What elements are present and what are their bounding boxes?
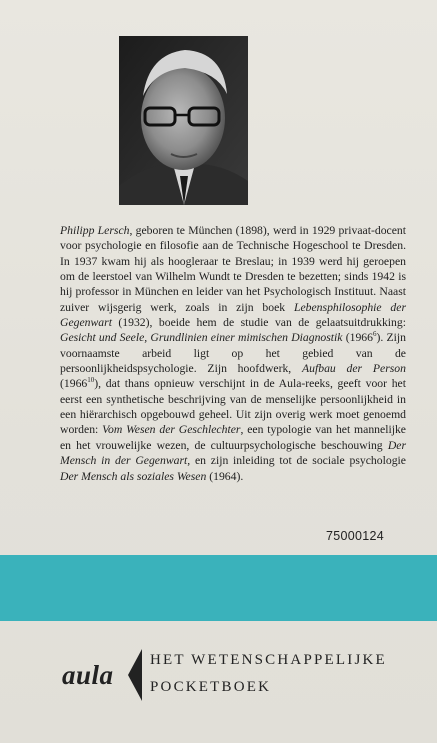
author-biography bbox=[60, 223, 406, 484]
color-band bbox=[0, 555, 437, 621]
book-title: Gesicht und Seele, Grundlinien einer mimischen Diagnostik bbox=[60, 331, 343, 345]
series-title-line-1: HET WETENSCHAPPELIJKE bbox=[150, 652, 387, 668]
biography-paragraph: Philipp Lersch, geboren te München (1898), werd in 1929 privaat-docent voor psychologie en filosofie aan de Technische Hogeschool te Dresden. In 1937 kwam hij als hoogleraar te Breslau; in 1939 werd hij geroepen om de leerstoel van Wilhelm Wundt te Dresden te bezetten; sinds 1942 is hij professor in München en leider van het Psychologisch Instituut. Naast zuiver wijsgerig werk, zoals in zijn boek Lebensphilosophie der Gegenwart (1932), boeide hem de studie van de gelaatsuitdrukking: Gesicht und Seele, Grundlinien einer mimischen Diagnostik (1966$^6$). Zijn voornaamste arbeid ligt op het gebied van de persoonlijkheidspsychologie. Zijn hoofdwerk, Aufbau der Person (1966$^{10}$), dat thans opnieuw verschijnt in de Aula-reeks, geeft voor het eerst een synthetische beschrijving van de menselijke persoonlijkheid in een hiërarchisch opgebouwd geheel. Uit zijn overig werk moet genoemd worden: Vom Wesen der Geschlechter, een typologie van het mannelijke en het vrouwelijke wezen, de cultuurpsychologische beschouwing Der Mensch in der Gegenwart, en zijn inleiding tot de sociale psychologie Der Mensch als soziales Wesen (1964). bbox=[60, 224, 407, 483]
edition-number: 6 bbox=[372, 330, 377, 339]
author-portrait-photo bbox=[119, 36, 248, 205]
book-title: Aufbau der Person bbox=[302, 362, 406, 376]
book-title: Der Mensch als soziales Wesen bbox=[60, 469, 207, 483]
author-name: Philipp Lersch bbox=[60, 224, 130, 237]
wedge-pointer-icon bbox=[128, 649, 142, 701]
book-title: Der Mensch in der Gegenwart bbox=[60, 438, 406, 468]
catalog-number: 75000124 bbox=[326, 529, 385, 543]
book-title: Lebensphilosophie der Gegenwart bbox=[60, 300, 406, 330]
edition-number: 10 bbox=[87, 376, 95, 385]
series-title-line-2: POCKETBOEK bbox=[150, 679, 272, 695]
aula-logo: aula bbox=[62, 660, 114, 690]
book-title: Vom Wesen der Geschlechter bbox=[102, 423, 241, 437]
